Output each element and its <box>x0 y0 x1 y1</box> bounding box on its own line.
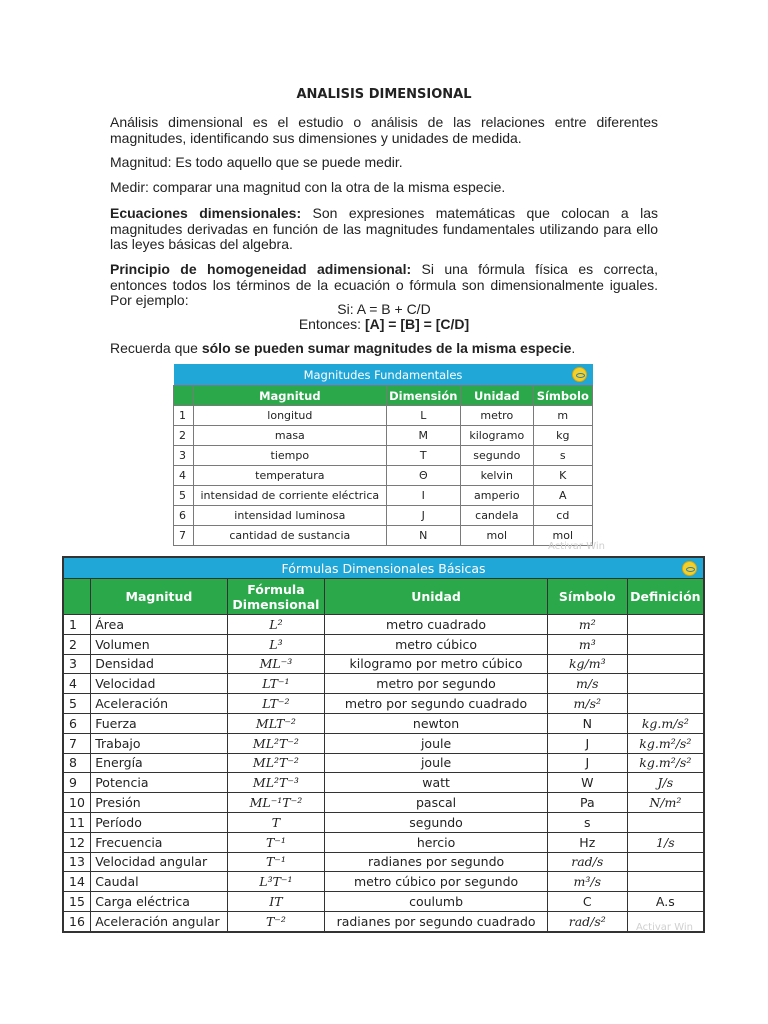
table1-cell: J <box>386 506 461 526</box>
table2-cell: T⁻¹ <box>227 852 325 872</box>
table2-cell: Aceleración angular <box>91 911 227 931</box>
table-row <box>63 773 704 793</box>
table2-cell: m/s² <box>547 694 627 714</box>
table1-cell: candela <box>461 506 534 526</box>
table-row <box>174 526 593 546</box>
table2-cell: 8 <box>63 753 91 773</box>
table2-header: Fórmula Dimensional <box>227 579 325 615</box>
table2-cell: kg.m²/s² <box>627 753 704 773</box>
table2-cell: 15 <box>63 892 91 912</box>
recuerda-bold: sólo se pueden sumar magnitudes de la misma especie <box>201 340 572 356</box>
table2-cell: Carga eléctrica <box>91 892 227 912</box>
table2-cell: joule <box>325 733 548 753</box>
table-row <box>63 713 704 733</box>
table1-cell: tiempo <box>194 446 386 466</box>
table1-cell: m <box>533 406 592 426</box>
table1-header: Magnitud <box>194 386 386 406</box>
table2-cell: coulumb <box>325 892 548 912</box>
table1-cell: 4 <box>174 466 194 486</box>
table2-cell: metro cúbico <box>325 634 548 654</box>
table1-cell: kelvin <box>461 466 534 486</box>
table2-cell: pascal <box>325 793 548 813</box>
watermark-2: Activar Win <box>636 922 693 933</box>
table2-cell: T⁻² <box>227 911 325 931</box>
table2-cell: hercio <box>325 832 548 852</box>
page-title: ANALISIS DIMENSIONAL <box>296 87 472 102</box>
table-row <box>63 793 704 813</box>
table2-cell: 9 <box>63 773 91 793</box>
table2-cell: Presión <box>91 793 227 813</box>
globe-icon <box>682 561 697 576</box>
table1-header: Dimensión <box>386 386 461 406</box>
table2-cell <box>627 694 704 714</box>
table-row <box>174 486 593 506</box>
table2-cell: 12 <box>63 832 91 852</box>
table1-cell: N <box>386 526 461 546</box>
table2-cell: 11 <box>63 812 91 832</box>
table-row <box>63 694 704 714</box>
table2-cell: rad/s <box>547 852 627 872</box>
table1-caption-row <box>174 364 593 386</box>
table2-cell: 1 <box>63 615 91 635</box>
paragraph-recuerda <box>110 341 658 357</box>
table2-cell: W <box>547 773 627 793</box>
table2-header: Símbolo <box>547 579 627 615</box>
table2-cell: metro por segundo <box>325 674 548 694</box>
table2-cell <box>627 872 704 892</box>
recuerda-suffix: . <box>571 340 576 356</box>
table2-cell: MLT⁻² <box>227 713 325 733</box>
table2-caption-row <box>63 557 704 579</box>
table-row <box>63 872 704 892</box>
table1-cell: cd <box>533 506 592 526</box>
table-row <box>174 506 593 526</box>
table1-cell: 1 <box>174 406 194 426</box>
paragraph-magnitud: Magnitud: Es todo aquello que se puede medir. <box>110 154 403 170</box>
table2-cell: Frecuencia <box>91 832 227 852</box>
table1-cell: T <box>386 446 461 466</box>
table2-header: Magnitud <box>91 579 227 615</box>
table2-cell <box>627 674 704 694</box>
table1-cell: 3 <box>174 446 194 466</box>
table-magnitudes-fundamentales <box>173 364 593 546</box>
table2-header: Definición <box>627 579 704 615</box>
table2-cell: T <box>227 812 325 832</box>
table2-cell: Aceleración <box>91 694 227 714</box>
table2-cell: Velocidad angular <box>91 852 227 872</box>
table1-cell: I <box>386 486 461 506</box>
watermark-1: Activar Win <box>548 541 605 552</box>
table2-cell: 4 <box>63 674 91 694</box>
table1-cell: K <box>533 466 592 486</box>
equation-si: Si: A = B + C/D <box>337 301 431 317</box>
table2-cell: 3 <box>63 654 91 674</box>
table2-cell: kg.m/s² <box>627 713 704 733</box>
table1-cell: 5 <box>174 486 194 506</box>
table2-cell: LT⁻² <box>227 694 325 714</box>
table2-header-row <box>63 579 704 615</box>
table1-cell: M <box>386 426 461 446</box>
table1-cell: amperio <box>461 486 534 506</box>
table2-cell: J <box>547 753 627 773</box>
table1-cell: longitud <box>194 406 386 426</box>
table1-cell: mol <box>533 526 592 546</box>
table-formulas-dimensionales <box>62 556 705 933</box>
table2-cell: 13 <box>63 852 91 872</box>
table1-cell: temperatura <box>194 466 386 486</box>
table1-cell: metro <box>461 406 534 426</box>
table2-cell: Velocidad <box>91 674 227 694</box>
table2-cell: A.s <box>627 892 704 912</box>
table1-cell: intensidad de corriente eléctrica <box>194 486 386 506</box>
table2-cell: Hz <box>547 832 627 852</box>
table2-cell: s <box>547 812 627 832</box>
ecuaciones-term: Ecuaciones dimensionales: <box>110 205 302 221</box>
table2-cell: kg.m²/s² <box>627 733 704 753</box>
table-row <box>63 634 704 654</box>
table2-cell: Caudal <box>91 872 227 892</box>
table2-cell: 7 <box>63 733 91 753</box>
table2-cell: LT⁻¹ <box>227 674 325 694</box>
table2-cell: 14 <box>63 872 91 892</box>
equation-entonces-prefix: Entonces: <box>298 316 365 332</box>
table2-cell: metro cúbico por segundo <box>325 872 548 892</box>
table2-cell: Volumen <box>91 634 227 654</box>
table1-header-blank <box>174 386 194 406</box>
recuerda-prefix: Recuerda que <box>110 340 202 356</box>
table1-cell: A <box>533 486 592 506</box>
table1-cell: 7 <box>174 526 194 546</box>
table2-cell: ML²T⁻² <box>227 753 325 773</box>
table2-cell <box>627 615 704 635</box>
table2-cell: C <box>547 892 627 912</box>
table2-cell: L³T⁻¹ <box>227 872 325 892</box>
table1-header: Símbolo <box>533 386 592 406</box>
table2-cell: ML⁻¹T⁻² <box>227 793 325 813</box>
table2-cell <box>627 812 704 832</box>
globe-icon <box>572 367 587 382</box>
table2-cell: Pa <box>547 793 627 813</box>
paragraph-definition: Análisis dimensional es el estudio o análisis de las relaciones entre diferentes magnitudes, identificando sus dimensiones y unidades de medida. <box>110 114 658 146</box>
table1-cell: segundo <box>461 446 534 466</box>
table-row <box>63 615 704 635</box>
table2-cell: radianes por segundo cuadrado <box>325 911 548 931</box>
table2-cell: L³ <box>227 634 325 654</box>
table1-cell: 6 <box>174 506 194 526</box>
table1-header: Unidad <box>461 386 534 406</box>
table2-cell: rad/s² <box>547 911 627 931</box>
table2-cell: radianes por segundo <box>325 852 548 872</box>
table2-cell: newton <box>325 713 548 733</box>
table-row <box>63 812 704 832</box>
table-row <box>63 654 704 674</box>
table2-cell <box>627 634 704 654</box>
table2-cell: Densidad <box>91 654 227 674</box>
table1-header-row <box>174 386 593 406</box>
table2-cell: 10 <box>63 793 91 813</box>
table2-cell: N <box>547 713 627 733</box>
table2-cell: Área <box>91 615 227 635</box>
equation-entonces-bold: [A] = [B] = [C/D] <box>364 316 470 332</box>
table1-cell: masa <box>194 426 386 446</box>
table2-cell: watt <box>325 773 548 793</box>
table2-cell: m³ <box>547 634 627 654</box>
table2-cell: 2 <box>63 634 91 654</box>
table1-cell: 2 <box>174 426 194 446</box>
table2-cell: metro cuadrado <box>325 615 548 635</box>
table-row <box>174 406 593 426</box>
table1-cell: mol <box>461 526 534 546</box>
table-row <box>174 446 593 466</box>
table2-cell: 1/s <box>627 832 704 852</box>
table1-cell: kilogramo <box>461 426 534 446</box>
table2-cell: 6 <box>63 713 91 733</box>
table2-cell: Fuerza <box>91 713 227 733</box>
principio-term: Principio de homogeneidad adimensional: <box>110 261 412 277</box>
table2-cell: m/s <box>547 674 627 694</box>
table1-cell: intensidad luminosa <box>194 506 386 526</box>
table2-cell: m² <box>547 615 627 635</box>
table2-caption: Fórmulas Dimensionales Básicas <box>63 557 704 579</box>
table-row <box>174 466 593 486</box>
table1-cell: Θ <box>386 466 461 486</box>
table2-cell: kg/m³ <box>547 654 627 674</box>
ecuaciones-text: Son expresiones matemáticas que colocan a las magnitudes derivadas en función de las magnitudes fundamentales utilizando para ello las leyes básicas del algebra. <box>110 205 659 252</box>
table2-cell: L² <box>227 615 325 635</box>
table2-cell <box>627 654 704 674</box>
table2-cell: IT <box>227 892 325 912</box>
table-row <box>63 753 704 773</box>
table1-caption: Magnitudes Fundamentales <box>174 364 593 386</box>
table-row <box>174 426 593 446</box>
table2-header: Unidad <box>325 579 548 615</box>
table-row <box>63 733 704 753</box>
table2-cell: N/m² <box>627 793 704 813</box>
table2-cell: Energía <box>91 753 227 773</box>
table2-cell: ML²T⁻² <box>227 733 325 753</box>
table2-cell: 16 <box>63 911 91 931</box>
table1-cell: cantidad de sustancia <box>194 526 386 546</box>
table2-cell: segundo <box>325 812 548 832</box>
paragraph-ecuaciones <box>110 206 658 253</box>
table2-cell: Potencia <box>91 773 227 793</box>
table2-cell: m³/s <box>547 872 627 892</box>
table2-header-blank <box>63 579 91 615</box>
table2-cell: J <box>547 733 627 753</box>
table1-cell: L <box>386 406 461 426</box>
equation-entonces <box>110 317 658 333</box>
table2-cell: ML⁻³ <box>227 654 325 674</box>
principio-text: Si una fórmula física es correcta, entonces todos los términos de la ecuación o fórmula son dimensionalmente iguales. Por ejemplo: <box>110 261 658 308</box>
table2-cell: joule <box>325 753 548 773</box>
table2-cell: 5 <box>63 694 91 714</box>
paragraph-medir: Medir: comparar una magnitud con la otra de la misma especie. <box>110 179 506 195</box>
table2-cell: T⁻¹ <box>227 832 325 852</box>
table-row <box>63 892 704 912</box>
table1-cell: s <box>533 446 592 466</box>
table2-cell: ML²T⁻³ <box>227 773 325 793</box>
table2-cell: J/s <box>627 773 704 793</box>
table2-cell: kilogramo por metro cúbico <box>325 654 548 674</box>
table1-cell: kg <box>533 426 592 446</box>
table-row <box>63 832 704 852</box>
table2-cell: Trabajo <box>91 733 227 753</box>
table-row <box>63 852 704 872</box>
table-row <box>63 674 704 694</box>
table2-cell: metro por segundo cuadrado <box>325 694 548 714</box>
table2-cell <box>627 852 704 872</box>
table-row <box>63 911 704 931</box>
table2-cell: Período <box>91 812 227 832</box>
